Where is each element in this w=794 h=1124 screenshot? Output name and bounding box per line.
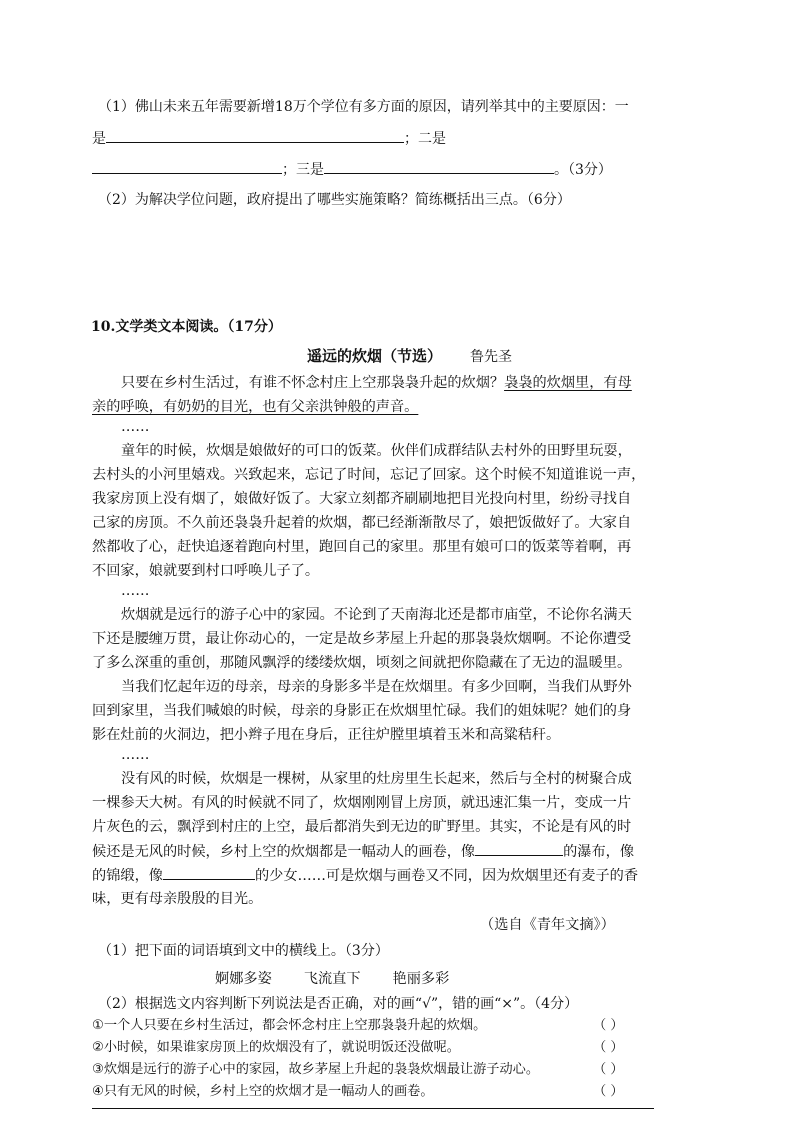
p1-line2-underlined: 亲的呼唤，有奶奶的目光，也有父亲洪钟般的声音。	[92, 399, 419, 415]
passage-blank-2[interactable]	[163, 865, 255, 880]
judge-item	[92, 1038, 460, 1058]
ellipsis-3: ……	[121, 747, 150, 763]
answer-blank-2[interactable]	[92, 159, 282, 174]
q9-sub1-line3	[92, 159, 612, 180]
p4-line: 影在灶前的火洞边，把小辫子甩在身后，正往炉膛里填着玉米和高粱秸秆。	[92, 727, 561, 743]
ellipsis-1: ……	[121, 419, 150, 435]
p2-line: 去村头的小河里嬉戏。兴致起来，忘记了时间，忘记了回家。这个时候不知道谁说一声，	[92, 467, 646, 483]
p2-line: 童年的时候，炊烟是娘做好的可口的饭菜。伙伴们成群结队去村外的田野里玩耍，	[121, 443, 632, 459]
p3-line: 炊烟就是远行的游子心中的家园。不论到了天南海北还是都市庙堂，不论你名满天	[121, 607, 632, 623]
q9-sub1-score: 。（3分）	[554, 162, 612, 178]
source-note: （选自《青年文摘》）	[480, 917, 615, 933]
judge-statement: ①一个人只要在乡村生活过，都会怀念村庄上空那袅袅升起的炊烟。	[92, 1018, 487, 1033]
answer-blank-1[interactable]	[106, 128, 404, 143]
judge-statement: ②小时候，如果谁家房顶上的炊烟没有了，就说明饭还没做呢。	[92, 1040, 460, 1055]
p5-line: 一棵参天大树。有风的时候就不同了，炊烟刚刚冒上房顶，就迅速汇集一片，变成一片	[92, 795, 632, 811]
p5-text-c: 的锦缎，像	[92, 868, 163, 884]
word-bank	[215, 969, 449, 989]
judge-answer-box[interactable]: （ ）	[593, 1084, 624, 1099]
word-option: 婀娜多姿	[215, 971, 272, 987]
p5-line5	[92, 865, 638, 886]
p2-line: 不回家，娘就要到村口呼唤儿子了。	[92, 563, 320, 579]
judge-item	[92, 1016, 486, 1036]
word-option: 艳丽多彩	[392, 971, 450, 987]
judge-statement: ③炊烟是远行的游子心中的家园，故乡茅屋上升起的袅袅炊烟最让游子动心。	[92, 1062, 540, 1077]
p5-text-b: 的瀑布，像	[563, 844, 635, 860]
p5-line: 片灰色的云，飘浮到村庄的上空，最后都消失到无边的旷野里。其实，不论是有风的时	[92, 819, 632, 835]
judge-answer-box[interactable]: （ ）	[593, 1018, 624, 1033]
q9-sub1-line2	[92, 128, 446, 149]
p5-line4	[92, 841, 634, 862]
judge-answer-box[interactable]: （ ）	[593, 1062, 624, 1077]
p1-line1	[121, 373, 632, 393]
q9-sub2: （2）为解决学位问题，政府提出了哪些实施策略？简练概括出三点。（6分）	[98, 192, 571, 208]
q10-sub2: （2）根据选文内容判断下列说法是否正确，对的画“√”，错的画“×”。（4分）	[98, 996, 579, 1012]
p3-line: 了多么深重的重创，那随风飘浮的缕缕炊烟，顷刻之间就把你隐藏在了无边的温暖里。	[92, 655, 632, 671]
ellipsis-2: ……	[121, 583, 150, 599]
p5-text-d: 的少女……可是炊烟与画卷又不同，因为炊烟里还有麦子的香	[254, 868, 639, 884]
p2-line: 己家的房顶。不久前还袅袅升起着的炊烟，都已经渐渐散尽了，娘把饭做好了。大家自	[92, 515, 632, 531]
passage-title: 遥远的炊烟（节选）	[307, 347, 443, 365]
judge-item	[92, 1082, 434, 1102]
judge-item	[92, 1060, 539, 1080]
passage-blank-1[interactable]	[475, 841, 563, 856]
p1-underlined-a: 袅袅的炊烟里，有母	[504, 375, 632, 391]
q9-sub1-line1: （1）佛山未来五年需要新增18万个学位有多方面的原因，请列举其中的主要原因：一	[98, 99, 629, 115]
p2-line: 然都收了心，赶快追逐着跑向村里，跑回自己的家里。那里有娘可口的饭菜等着啊，再	[92, 539, 632, 555]
answer-blank-3[interactable]	[324, 159, 554, 174]
p2-line: 我家房顶上没有烟了，娘做好饭了。大家立刻都齐刷刷地把目光投向村里，纷纷寻找自	[92, 491, 632, 507]
q10-sub1: （1）把下面的词语填到文中的横线上。（3分）	[98, 943, 389, 959]
judge-answer-box[interactable]: （ ）	[593, 1040, 624, 1055]
p1-text-a: 只要在乡村生活过，有谁不怀念村庄上空那袅袅升起的炊烟？	[121, 375, 505, 391]
q9-sub1-text-c: ；三是	[282, 162, 324, 178]
passage-author: 鲁先圣	[470, 349, 513, 365]
p5-line: 没有风的时候，炊烟是一棵树，从家里的灶房里生长起来，然后与全村的树聚合成	[121, 771, 632, 787]
passage-header	[307, 346, 512, 367]
p3-line: 下还是腰缠万贯，最让你动心的，一定是故乡茅屋上升起的那袅袅炊烟啊。不论你遭受	[92, 631, 632, 647]
q10-heading: 10.文学类文本阅读。（17分）	[91, 319, 282, 335]
word-option: 飞流直下	[303, 971, 361, 987]
p4-line: 回到家里，当我们喊娘的时候，母亲的身影正在炊烟里忙碌。我们的姐妹呢？她们的身	[92, 703, 632, 719]
p5-text-a: 候还是无风的时候，乡村上空的炊烟都是一幅动人的画卷，像	[92, 844, 476, 860]
q9-sub1-text-a: 是	[92, 131, 106, 147]
judge-statement: ④只有无风的时候，乡村上空的炊烟才是一幅动人的画卷。	[92, 1084, 434, 1099]
q9-sub1-text-b: ；二是	[404, 131, 446, 147]
bottom-rule	[92, 1108, 654, 1109]
p5-line6: 味，更有母亲殷殷的目光。	[92, 891, 263, 907]
p4-line: 当我们忆起年迈的母亲，母亲的身影多半是在炊烟里。有多少回啊，当我们从野外	[121, 679, 632, 695]
